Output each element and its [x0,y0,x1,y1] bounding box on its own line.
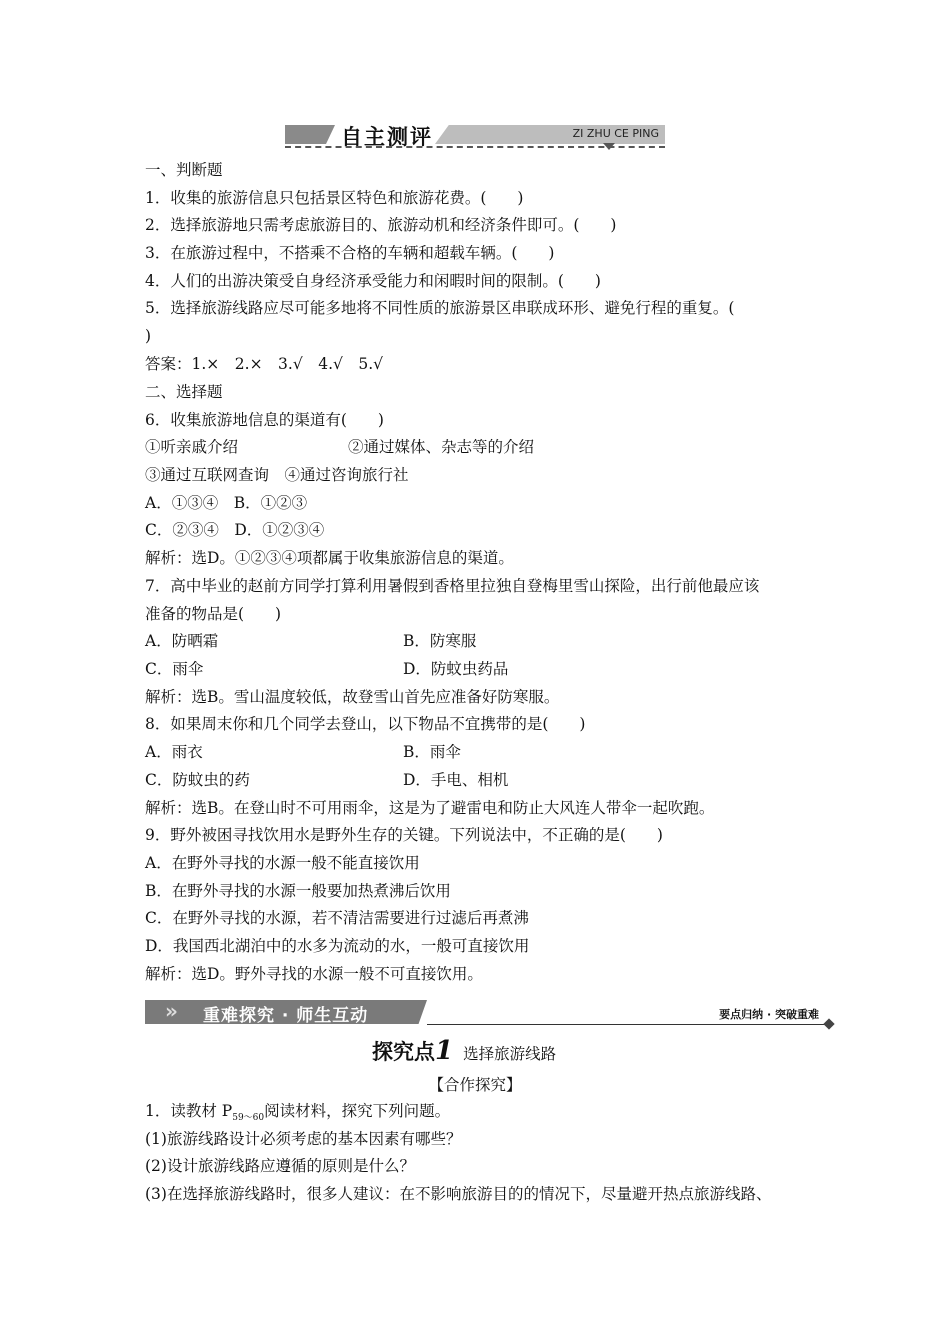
banner-decoration [285,125,335,144]
section-banner-self-test [285,121,665,151]
judge-item: 4．人们的出游决策受自身经济承受能力和闲暇时间的限制。( ) [145,272,601,290]
read-instruction-text: 1．读教材 P [145,1102,233,1120]
double-chevron-icon: » [165,999,178,1023]
section-heading: 一、判断题 [145,161,223,179]
option-c: C．在野外寻找的水源，若不清洁需要进行过滤后再煮沸 [145,909,529,927]
heading-topic: 选择旅游线路 [463,1045,557,1063]
judge-item: 5．选择旅游线路应尽可能多地将不同性质的旅游景区串联成环形、避免行程的重复。( [145,299,735,317]
question-item: ③通过互联网查询 ④通过咨询旅行社 [145,466,409,484]
option-d: D．我国西北湖泊中的水多为流动的水，一般可直接饮用 [145,937,530,955]
arrow-down-icon [603,143,615,150]
question-options: C．②③④ D．①②③④ [145,521,325,539]
inquiry-heading [372,1036,556,1066]
question-stem: 8．如果周末你和几个同学去登山，以下物品不宜携带的是( ) [145,715,586,733]
section-heading: 二、选择题 [145,383,223,401]
heading-number: 1 [435,1036,454,1066]
question-stem: 9．野外被困寻找饮用水是野外生存的关键。下列说法中，不正确的是( ) [145,826,663,844]
option-d: D．防蚊虫药品 [403,660,509,678]
option-b: B．防寒服 [403,632,477,650]
read-instruction-text: 阅读材料，探究下列问题。 [264,1102,451,1120]
question-stem: 7．高中毕业的赵前方同学打算利用暑假到香格里拉独自登梅里雪山探险，出行前他最应该 [145,577,760,595]
banner-right-label: 要点归纳 · 突破重难 [719,1008,819,1021]
question-item: ②通过媒体、杂志等的介绍 [348,438,535,456]
section-banner-key-points [145,998,835,1028]
banner-title: 重难探究 · 师生互动 [203,1006,369,1026]
option-d: D．手电、相机 [403,771,509,789]
sub-question: (2)设计旅游线路应遵循的原则是什么？ [145,1157,415,1175]
sub-question: (3)在选择旅游线路时，很多人建议：在不影响旅游目的的情况下，尽量避开热点旅游线路、 [145,1185,772,1203]
coop-label: 【合作探究】 [428,1076,522,1094]
question-stem: 准备的物品是( ) [145,605,282,623]
read-instruction [145,1101,450,1128]
option-b: B．在野外寻找的水源一般要加热煮沸后饮用 [145,882,451,900]
diamond-icon [823,1018,834,1029]
page-range: 59～60 [232,1113,265,1124]
judge-item: 1．收集的旅游信息只包括景区特色和旅游花费。( ) [145,189,524,207]
banner-subtitle: ZI ZHU CE PING [572,127,659,140]
judge-item-continuation: ) [145,327,152,345]
option-a: A．雨衣 [145,743,203,761]
option-c: C．防蚊虫的药 [145,771,250,789]
judge-item: 2．选择旅游地只需考虑旅游目的、旅游动机和经济条件即可。( ) [145,216,617,234]
option-c: C．雨伞 [145,660,204,678]
heading-label: 探究点 [372,1040,435,1064]
question-options: A．①③④ B．①②③ [145,494,308,512]
option-a: A．防晒霜 [145,632,219,650]
question-item: ①听亲戚介绍 [145,438,239,456]
analysis-line: 解析：选B。雪山温度较低，故登雪山首先应准备好防寒服。 [145,688,560,706]
analysis-line: 解析：选B。在登山时不可用雨伞，这是为了避雷电和防止大风连人带伞一起吹跑。 [145,799,715,817]
option-b: B．雨伞 [403,743,461,761]
analysis-line: 解析：选D。野外寻找的水源一般不可直接饮用。 [145,965,483,983]
question-stem: 6．收集旅游地信息的渠道有( ) [145,411,384,429]
option-a: A．在野外寻找的水源一般不能直接饮用 [145,854,420,872]
sub-question: (1)旅游线路设计必须考虑的基本因素有哪些？ [145,1130,462,1148]
answer-line: 答案：1.× 2.× 3.√ 4.√ 5.√ [145,355,384,373]
analysis-line: 解析：选D。①②③④项都属于收集旅游信息的渠道。 [145,549,514,567]
judge-item: 3．在旅游过程中，不搭乘不合格的车辆和超载车辆。( ) [145,244,555,262]
banner-title: 自主测评 [341,125,433,149]
banner-underline [427,1024,827,1025]
